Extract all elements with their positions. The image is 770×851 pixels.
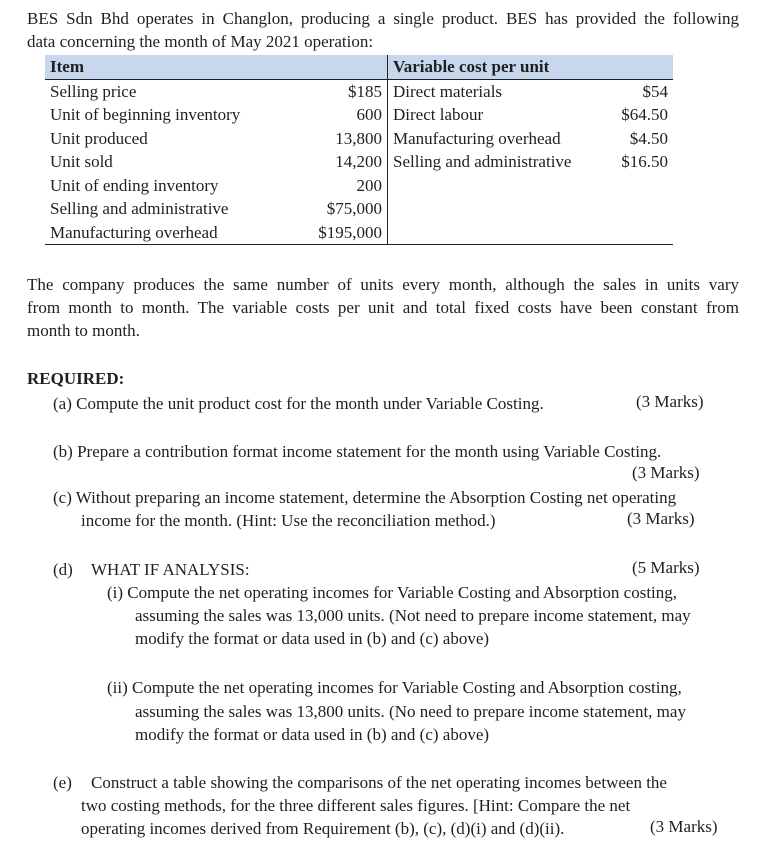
required-heading: REQUIRED: (27, 369, 125, 388)
cell-value: 600 (286, 103, 388, 127)
cell-cost-item: Manufacturing overhead (393, 128, 561, 148)
header-item: Item (45, 55, 286, 79)
paragraph-line-1: The company produces the same number of units every month, although the sales in units vary (27, 275, 739, 294)
question-b-marks: (3 Marks) (632, 463, 700, 482)
cell-value: $185 (286, 79, 388, 103)
cell-cost-value (583, 197, 673, 221)
question-b: (b) Prepare a contribution format income statement for the month using Variable Costing. (53, 442, 662, 461)
cell-item: Unit of ending inventory (50, 175, 219, 195)
header-variable-cost-value (583, 55, 673, 79)
question-e-line-1: Construct a table showing the comparisons of the net operating incomes between the (91, 773, 667, 792)
table-row (45, 127, 673, 151)
question-e-marks: (3 Marks) (650, 817, 718, 836)
question-d-i-line-3: modify the format or data used in (b) and (c) above) (135, 629, 490, 648)
table-row (45, 79, 673, 103)
cell-cost-item (388, 197, 584, 221)
question-d-ii-line-3: modify the format or data used in (b) and (c) above) (135, 725, 490, 744)
table-row (45, 174, 673, 198)
question-d-i-line-1: (i) Compute the net operating incomes for Variable Costing and Absorption costing, (107, 583, 678, 602)
question-a-marks: (3 Marks) (636, 392, 704, 411)
cell-value: 200 (286, 174, 388, 198)
cell-item: Unit sold (50, 152, 113, 171)
paragraph-line-2: from month to month. The variable costs per unit and total fixed costs have been constant from (27, 298, 739, 317)
table-row (45, 103, 673, 127)
cell-item: Manufacturing overhead (45, 221, 286, 245)
question-e-line-2: two costing methods, for the three different sales figures. [Hint: Compare the net (81, 796, 631, 815)
question-d-label: (d) (53, 560, 73, 579)
table-row (45, 221, 673, 245)
question-d-marks: (5 Marks) (632, 558, 700, 577)
cell-value: 13,800 (286, 127, 388, 151)
data-table (45, 55, 673, 245)
paragraph-line-3: month to month. (27, 321, 140, 340)
question-e-label: (e) (53, 773, 72, 792)
cell-cost-value (583, 221, 673, 245)
cell-value: $195,000 (286, 221, 388, 245)
cell-cost-value (583, 174, 673, 198)
cell-item: Unit of beginning inventory (50, 105, 241, 124)
cell-cost-value: $16.50 (621, 152, 668, 171)
cell-cost-item (388, 221, 584, 245)
question-c-line-2: income for the month. (Hint: Use the reconciliation method.) (81, 511, 496, 530)
cell-cost-item: Direct labour (393, 105, 484, 124)
question-d-title: WHAT IF ANALYSIS: (91, 560, 250, 579)
cell-cost-item: Direct materials (393, 81, 503, 101)
question-c-line-1: (c) Without preparing an income statement, determine the Absorption Costing net operating (53, 488, 677, 507)
cell-item: Unit produced (50, 128, 148, 148)
description-paragraph (27, 273, 739, 342)
intro-line-2: data concerning the month of May 2021 operation: (27, 32, 374, 51)
question-d-i-line-2: assuming the sales was 13,000 units. (Not need to prepare income statement, may (135, 606, 691, 625)
question-d-ii-line-1: (ii) Compute the net operating incomes for Variable Costing and Absorption costing, (107, 678, 682, 697)
question-d-ii-line-2: assuming the sales was 13,800 units. (No need to prepare income statement, may (135, 702, 686, 721)
intro-line-1: BES Sdn Bhd operates in Changlon, producing a single product. BES has provided the following (27, 9, 739, 28)
table-row (45, 150, 673, 174)
question-c-marks: (3 Marks) (627, 509, 695, 528)
cell-cost-value: $4.50 (629, 128, 668, 148)
cell-item: Selling and administrative (50, 199, 229, 218)
cell-cost-item: Selling and administrative (393, 152, 572, 171)
cell-cost-value: $54 (642, 81, 668, 101)
header-variable-cost: Variable cost per unit (388, 55, 584, 79)
cell-item: Selling price (50, 81, 137, 101)
question-e-line-3: operating incomes derived from Requirement (b), (c), (d)(i) and (d)(ii). (81, 819, 565, 838)
header-item-value (286, 55, 388, 79)
cell-value: $75,000 (286, 197, 388, 221)
table-header-row (45, 55, 673, 79)
cell-value: 14,200 (286, 150, 388, 174)
cell-cost-item (388, 174, 584, 198)
cell-cost-value: $64.50 (621, 105, 668, 124)
table-row (45, 197, 673, 221)
question-a: (a) Compute the unit product cost for the month under Variable Costing. (53, 394, 544, 413)
